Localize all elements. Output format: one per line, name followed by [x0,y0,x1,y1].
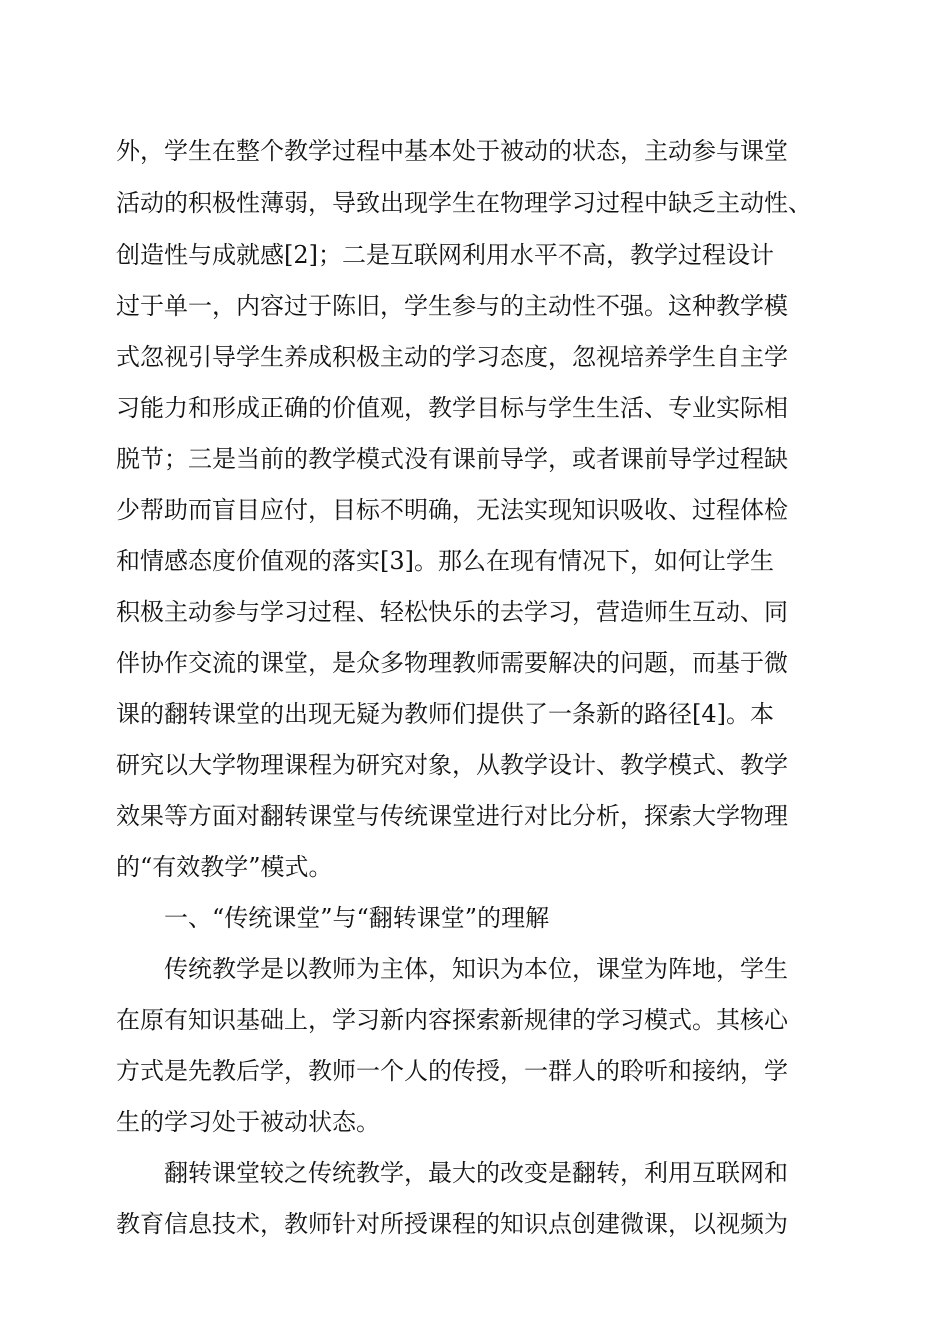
text-line: 过于单一，内容过于陈旧，学生参与的主动性不强。这种教学模 [116,292,788,320]
text-line: 传统教学是以教师为主体，知识为本位，课堂为阵地，学生 [164,955,788,983]
text-line: 翻转课堂较之传统教学，最大的改变是翻转，利用互联网和 [164,1159,788,1187]
text-line: 伴协作交流的课堂，是众多物理教师需要解决的问题，而基于微 [116,649,788,677]
text-line: 和情感态度价值观的落实[3]。那么在现有情况下，如何让学生 [116,547,774,575]
section-heading: 一、“传统课堂”与“翻转课堂”的理解 [164,904,550,932]
text-line: 少帮助而盲目应付，目标不明确，无法实现知识吸收、过程体检 [116,496,788,524]
text-line: 生的学习处于被动状态。 [116,1108,380,1136]
text-line: 创造性与成就感[2]；二是互联网利用水平不高，教学过程设计 [116,241,774,269]
text-line: 效果等方面对翻转课堂与传统课堂进行对比分析，探索大学物理 [116,802,788,830]
text-line: 活动的积极性薄弱，导致出现学生在物理学习过程中缺乏主动性、 [116,189,812,217]
text-line: 方式是先教后学，教师一个人的传授，一群人的聆听和接纳，学 [116,1057,788,1085]
text-line: 式忽视引导学生养成积极主动的学习态度，忽视培养学生自主学 [116,343,788,371]
text-line: 课的翻转课堂的出现无疑为教师们提供了一条新的路径[4]。本 [116,700,774,728]
text-line: 积极主动参与学习过程、轻松快乐的去学习，营造师生互动、同 [116,598,788,626]
text-line: 研究以大学物理课程为研究对象，从教学设计、教学模式、教学 [116,751,788,779]
text-line: 的“有效教学”模式。 [116,853,333,881]
text-line: 教育信息技术，教师针对所授课程的知识点创建微课，以视频为 [116,1210,788,1238]
text-line: 脱节；三是当前的教学模式没有课前导学，或者课前导学过程缺 [116,445,788,473]
text-line: 在原有知识基础上，学习新内容探索新规律的学习模式。其核心 [116,1006,788,1034]
text-line: 习能力和形成正确的价值观，教学目标与学生生活、专业实际相 [116,394,788,422]
text-line: 外，学生在整个教学过程中基本处于被动的状态，主动参与课堂 [116,137,788,165]
